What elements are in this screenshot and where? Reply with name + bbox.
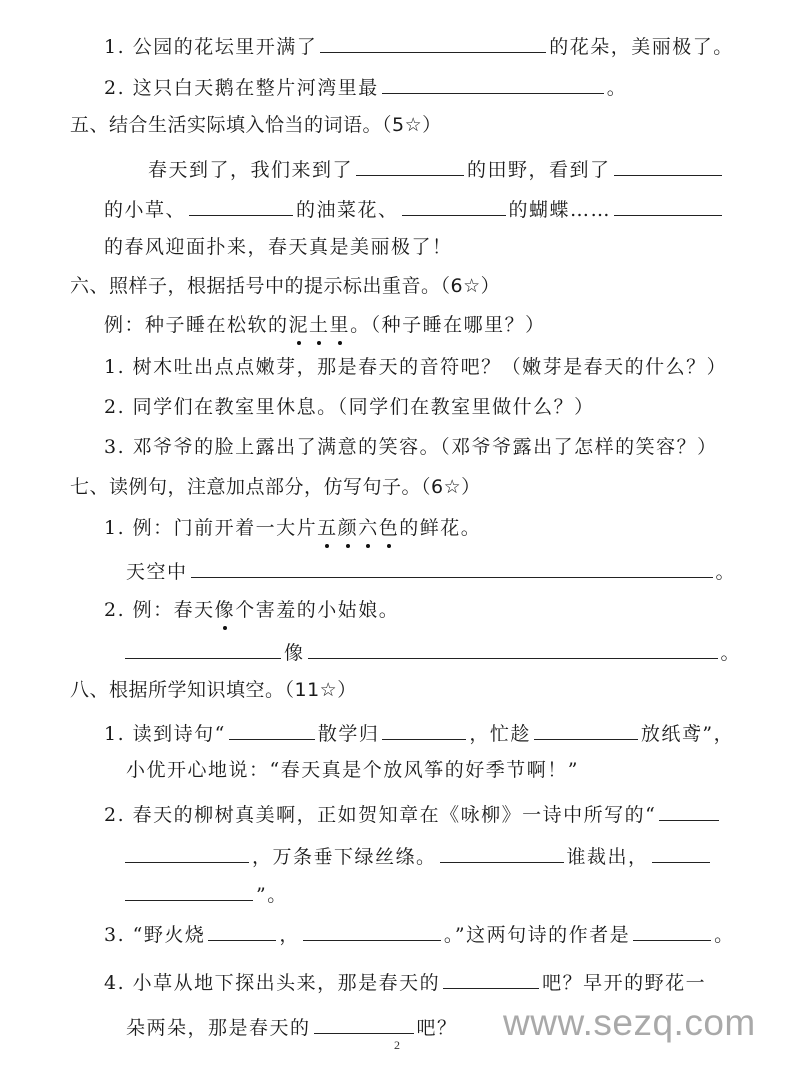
emphasis-char: 六 xyxy=(358,517,379,539)
question-text: ，万条垂下绿丝绦。 xyxy=(252,846,437,868)
answer-blank[interactable] xyxy=(320,32,546,53)
question-text: ，忙趁 xyxy=(469,723,531,745)
question-text: ”。 xyxy=(256,884,288,906)
question-text: 吧？ xyxy=(416,1017,458,1039)
example-text: 。（种子睡在哪里？） xyxy=(350,314,546,336)
answer-blank[interactable] xyxy=(614,155,722,176)
answer-blank[interactable] xyxy=(440,842,564,863)
question-text: 。 xyxy=(714,924,735,946)
emphasis-char: 像 xyxy=(214,599,236,621)
emphasis-char: 泥 xyxy=(288,314,310,336)
answer-blank[interactable] xyxy=(356,155,464,176)
example-text: 例：种子睡在松软的 xyxy=(104,314,289,336)
question-text: 朵两朵，那是春天的 xyxy=(126,1017,311,1039)
answer-blank[interactable] xyxy=(402,195,506,216)
answer-blank[interactable] xyxy=(652,842,710,863)
watermark: www.sezq.com xyxy=(503,1002,756,1043)
answer-blank[interactable] xyxy=(443,968,539,989)
example-text: 的鲜花。 xyxy=(399,517,482,539)
section-6-item-3: 3. 邓爷爷的脸上露出了满意的笑容。（邓爷爷露出了怎样的笑容？） xyxy=(104,436,718,458)
answer-blank[interactable] xyxy=(382,719,466,740)
emphasis-char: 里 xyxy=(329,314,351,336)
answer-blank[interactable] xyxy=(614,195,722,216)
answer-blank[interactable] xyxy=(314,1013,414,1034)
example-text: 个害羞的小姑娘。 xyxy=(235,599,400,621)
page-number: 2 xyxy=(394,1038,400,1052)
answer-blank[interactable] xyxy=(125,638,281,659)
question-text: 1. 读到诗句“ xyxy=(104,723,226,745)
question-text: 3. “野火烧 xyxy=(104,924,206,946)
answer-prefix: 天空中 xyxy=(126,561,188,583)
section-7-q1-example xyxy=(104,516,481,540)
question-text: ， xyxy=(279,924,300,946)
section-5-heading: 五、结合生活实际填入恰当的词语。（5☆） xyxy=(70,114,442,136)
emphasis-char: 色 xyxy=(378,517,400,539)
example-text: 1. 例：门前开着一大片 xyxy=(104,517,318,539)
question-text: 的花朵，美丽极了。 xyxy=(549,36,734,58)
passage-text: 的小草、 xyxy=(104,199,187,221)
section-6-item-1: 1. 树木吐出点点嫩芽，那是春天的音符吧？（嫩芽是春天的什么？） xyxy=(104,356,728,378)
section-8-q1 xyxy=(104,719,734,746)
section-7-q2-answer xyxy=(122,638,741,665)
question-text: 这只白天鹅在整片河湾里最 xyxy=(132,77,379,99)
question-number: 2. xyxy=(104,77,126,99)
question-text: 2. 春天的柳树真美啊，正如贺知章在《咏柳》一诗中所写的“ xyxy=(104,804,657,826)
section-8-q4 xyxy=(104,968,706,995)
answer-blank[interactable] xyxy=(208,920,276,941)
section-6-example xyxy=(104,313,546,337)
section-8-q4-line-2 xyxy=(126,1013,458,1040)
section-8-q2-line-3 xyxy=(122,880,288,907)
section-8-heading: 八、根据所学知识填空。（11☆） xyxy=(70,679,357,701)
section-5-line-1 xyxy=(148,155,725,182)
answer-mid: 像 xyxy=(284,642,305,664)
question-number: 1. xyxy=(104,36,126,58)
passage-text: 的蝴蝶…… xyxy=(508,199,612,221)
question-text: 散学归 xyxy=(317,723,380,745)
section-8-q2-line-2 xyxy=(122,842,713,869)
section-8-q1-line-2: 小优开心地说：“春天真是个放风筝的好季节啊！” xyxy=(126,759,579,781)
answer-blank[interactable] xyxy=(308,638,718,659)
answer-blank[interactable] xyxy=(125,880,253,901)
passage-text: 的油菜花、 xyxy=(296,199,399,221)
emphasis-char: 颜 xyxy=(337,517,359,539)
question-text: 。 xyxy=(606,77,628,99)
question-text: 公园的花坛里开满了 xyxy=(132,36,318,58)
answer-end: 。 xyxy=(715,561,737,583)
section-8-q2 xyxy=(104,800,722,827)
answer-end: 。 xyxy=(720,642,742,664)
passage-text: 的春风迎面扑来，春天真是美丽极了！ xyxy=(104,236,453,258)
answer-blank[interactable] xyxy=(229,719,315,740)
emphasis-char: 五 xyxy=(317,517,338,539)
question-4-1 xyxy=(104,32,734,59)
section-8-q3 xyxy=(104,920,735,947)
answer-blank[interactable] xyxy=(633,920,711,941)
answer-blank[interactable] xyxy=(534,719,638,740)
answer-blank[interactable] xyxy=(659,800,719,821)
question-text: 。”这两句诗的作者是 xyxy=(443,924,631,946)
question-text: 谁裁出， xyxy=(566,846,649,868)
passage-text: 春天到了，我们来到了 xyxy=(148,159,354,181)
section-6-item-2: 2. 同学们在教室里休息。（同学们在教室里做什么？） xyxy=(104,396,595,418)
section-6-heading: 六、照样子，根据括号中的提示标出重音。（6☆） xyxy=(70,275,501,297)
answer-blank[interactable] xyxy=(189,195,293,216)
example-text: 2. 例：春天 xyxy=(104,599,215,621)
section-7-q2-example xyxy=(104,598,399,622)
answer-blank[interactable] xyxy=(125,842,249,863)
answer-blank[interactable] xyxy=(303,920,441,941)
section-5-line-2 xyxy=(104,195,725,222)
question-text: 4. 小草从地下探出头来，那是春天的 xyxy=(104,972,441,994)
passage-text: 的田野，看到了 xyxy=(467,159,611,181)
section-7-heading: 七、读例句，注意加点部分，仿写句子。（6☆） xyxy=(70,476,481,498)
emphasis-char: 土 xyxy=(309,314,330,336)
answer-blank[interactable] xyxy=(191,557,713,578)
question-4-2 xyxy=(104,73,627,100)
section-5-line-3 xyxy=(104,235,453,259)
question-text: 放纸鸢”， xyxy=(640,723,735,745)
question-text: 吧？早开的野花一 xyxy=(542,972,707,994)
answer-blank[interactable] xyxy=(382,73,604,94)
section-7-q1-answer xyxy=(126,557,736,584)
